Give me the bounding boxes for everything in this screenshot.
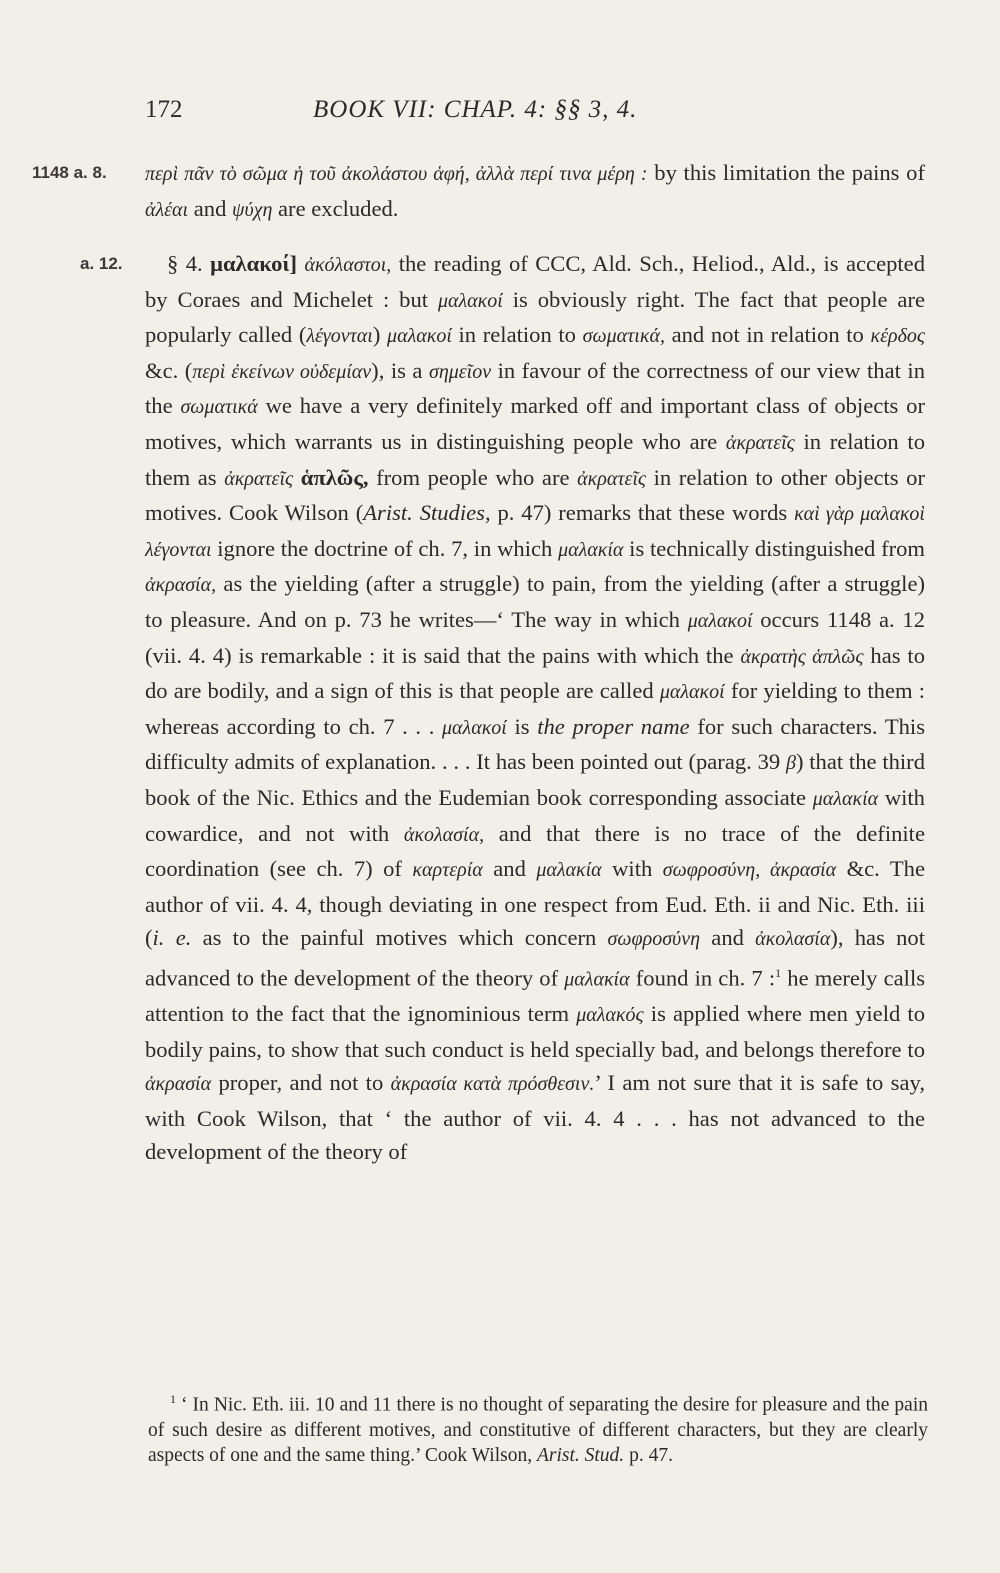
greek-term: ἀκρατεῖς <box>577 467 647 490</box>
greek-term: σωματικά, <box>582 325 665 348</box>
entry-text: ignore the doctrine of ch. 7, in which <box>211 535 559 561</box>
greek-term: ἀκόλαστοι, <box>304 254 392 276</box>
footnote-text <box>148 1387 928 1468</box>
entry-text: for yielding to them : whereas according to ch. 7 . . . <box>145 678 925 739</box>
page-number: 172 <box>145 96 183 123</box>
entry-text: has to do are bodily, and a sign of this is that people are called <box>145 642 925 704</box>
entry-text: in relation to <box>451 322 583 348</box>
entry-text: with <box>601 856 663 882</box>
greek-term: μαλακοί <box>442 716 507 739</box>
running-title: BOOK VII: CHAP. 4: §§ 3, 4. <box>313 96 638 123</box>
entry-text: in relation to other objects or motives. Cook Wilson ( <box>145 464 926 526</box>
greek-term: σημεῖον <box>428 360 492 383</box>
entry-text: , p. 47) remarks that these words <box>484 500 795 526</box>
italic-text: the proper name <box>537 713 690 739</box>
entry-text: &c. The author of vii. 4. 4, though deviating in one respect from Eud. Eth. ii and Nic. Eth. iii ( <box>145 856 925 951</box>
entry-text: and <box>482 856 537 882</box>
commentary-entry <box>145 156 925 227</box>
entry-text: from people who are <box>368 464 578 490</box>
greek-lemma: περὶ πᾶν τὸ σῶμα ἡ τοῦ ἀκολάστου ἁφή, ἀλλὰ περί τινα μέρη : <box>145 163 648 185</box>
entry-text: found in ch. 7 : <box>629 965 776 991</box>
greek-term: μαλακοί <box>437 289 503 312</box>
footnote-mark: 1 <box>170 1392 176 1406</box>
footnote-body: p. 47. <box>629 1444 673 1466</box>
entry-text: he merely calls attention to the fact that the ignominious term <box>145 965 926 1026</box>
entry-text <box>293 465 301 490</box>
greek-term: β <box>785 752 796 775</box>
entry-text: the reading of CCC, Ald. Sch., Heliod., Ald., is accepted by Coraes and Michelet : but <box>145 251 926 312</box>
entry-text: as to the painful motives which concern <box>191 925 608 951</box>
greek-term: μαλακοί <box>659 681 725 704</box>
italic-text: i. e. <box>152 925 192 951</box>
entry-text: is applied where men yield to bodily pains, to show that such conduct is held specially bad, and belongs therefore to <box>145 1001 925 1062</box>
greek-term: σωφροσύνη <box>607 928 701 951</box>
section-mark: § 4. <box>167 251 203 276</box>
greek-term: μαλακία <box>812 787 879 810</box>
greek-term: ἀκρατεῖς <box>725 431 795 454</box>
entry-text: &c. ( <box>145 357 193 383</box>
greek-term: μαλακία <box>564 968 630 991</box>
commentary-entry <box>145 247 925 1169</box>
italic-text: Arist. Studies <box>363 500 485 526</box>
entry-text: by this limitation the pains of <box>654 160 925 185</box>
greek-term: μαλακοί <box>387 325 452 348</box>
greek-term: καὶ γὰρ μαλακοὶ λέγονται <box>145 503 925 561</box>
greek-term: ἀκολασία, <box>403 823 485 846</box>
greek-term: ἀκρασία κατὰ πρόσθεσιν. <box>390 1073 595 1096</box>
greek-term: ἀκρασία, <box>145 574 217 597</box>
greek-term: μαλακός <box>576 1004 644 1026</box>
footnote-citation: Arist. Stud. <box>536 1444 625 1466</box>
line-reference: a. 12. <box>80 254 123 273</box>
greek-term: καρτερία <box>412 859 483 882</box>
entry-text: ), is a <box>371 357 429 383</box>
entry-text: and not in relation to <box>664 322 871 348</box>
greek-term: ἀκολασία <box>755 928 831 951</box>
entry-text: proper, and not to <box>211 1070 391 1096</box>
entry-text: we have a very definitely marked off and important class of objects or motives, which warrants us in distinguishing people who are <box>145 393 925 454</box>
footnote-reference: 1 <box>775 965 782 980</box>
greek-term: ἀλέαι <box>145 198 189 221</box>
greek-term: κέρδος <box>870 325 925 348</box>
entry-text: and <box>700 925 756 951</box>
greek-term: ἀκρατὴς ἁπλῶς <box>740 645 864 668</box>
entry-text: in relation to them as <box>145 428 925 490</box>
greek-term: περὶ ἐκείνων οὐδεμίαν <box>192 360 372 383</box>
greek-term-bold: ἁπλῶς, <box>300 464 369 490</box>
entry-text: ) that the third book of the Nic. Ethics and the Eudemian book corresponding associate <box>145 749 925 810</box>
entry-text: and that there is no trace of the definite coordination (see ch. 7) of <box>145 820 925 882</box>
entry-text: with cowardice, and not with <box>145 784 925 846</box>
page-header <box>145 96 760 136</box>
entry-text: ) <box>372 322 388 348</box>
greek-term: μαλακία <box>558 538 624 561</box>
entry-text: in favour of the correctness of our view that in the <box>145 357 925 419</box>
greek-term: σωφροσύνη, ἀκρασία <box>662 859 837 882</box>
entry-paragraph <box>145 247 925 1169</box>
footnote-body: ‘ In Nic. Eth. iii. 10 and 11 there is no thought of separating the desire for pleasure and the pain of such desire as different motives, and constitutive of different characters, but they are clearly aspects of one and the same thing.’ Cook Wilson, <box>148 1394 928 1466</box>
entry-text: occurs 1148 a. 12 (vii. 4. 4) is remarkable : it is said that the pains with which the <box>145 606 925 668</box>
entry-text: is technically distinguished from <box>623 535 925 561</box>
entry-text: is <box>506 713 538 739</box>
greek-term: ἀκρατεῖς <box>224 467 294 490</box>
greek-term: ψύχη <box>232 198 273 221</box>
greek-term: μαλακοί <box>687 609 753 632</box>
line-reference: 1148 a. 8. <box>32 163 107 182</box>
greek-term: σωματικά <box>180 396 258 419</box>
entry-text: are excluded. <box>278 195 399 221</box>
entry-text: ), has not advanced to the development of the theory of <box>145 925 925 991</box>
entry-text: is obviously right. The fact that people are popularly called ( <box>145 286 926 348</box>
entry-text: as the yielding (after a struggle) to pain, from the yielding (after a struggle) to pleasure. And on p. 73 he writes—‘ The way in which <box>145 571 925 632</box>
footnote <box>148 1387 928 1468</box>
entry-text: and <box>193 195 227 221</box>
entry-text: for such characters. This difficulty admits of explanation. . . . It has been pointed out (parag. 39 <box>145 713 925 775</box>
lemma: μαλακοί] <box>210 251 297 276</box>
greek-term: ἀκρασία <box>145 1073 212 1096</box>
entry-paragraph <box>145 156 925 227</box>
entry-text: ’ I am not sure that it is safe to say, with Cook Wilson, that ‘ the author of vii. 4. 4 . . . has not advanced to the development of the theory of <box>145 1070 925 1165</box>
greek-term: μαλακία <box>536 859 602 882</box>
greek-term: λέγονται <box>306 325 373 348</box>
